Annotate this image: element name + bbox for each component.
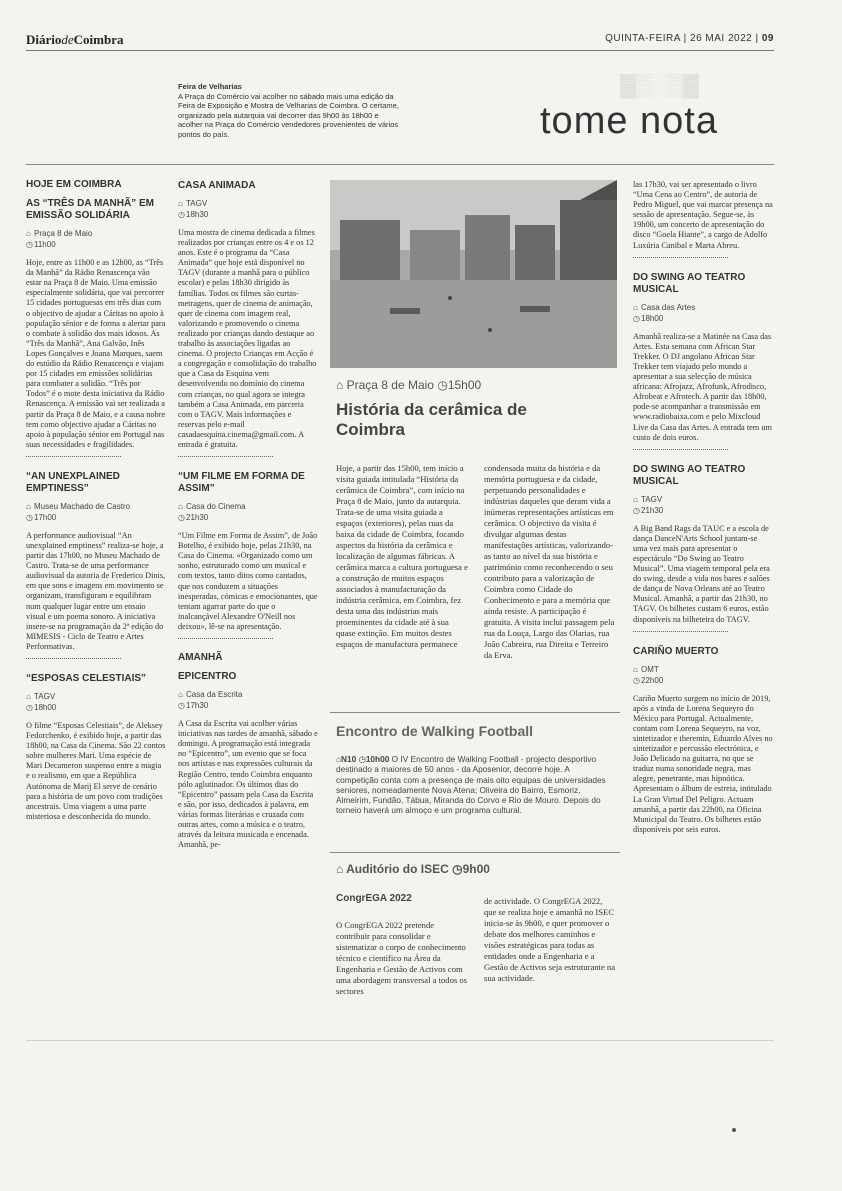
clock-icon: ◷ (452, 862, 463, 876)
isec-title: CongrEGA 2022 (336, 893, 412, 904)
article-meta (633, 664, 773, 675)
separator (178, 636, 273, 639)
column-2 (178, 180, 318, 850)
masthead-word-2: de (61, 32, 74, 47)
article-body: A performance audiovisual “An unexplained emptiness” realiza-se hoje, a partir das 17h00, no Museu Machado de Castro. Trata-se de uma performance audiovisual da autoria de Frederico Dinis, em que sons e imagens em movimento se organizam, transfiguram e equilibram num qualquer lugar entre um ensaio visual e um poema sonoro. A iniciativa insere-se na programação da 2ª edição do MIMESIS - Ciclo de Teatro e Artes Performativas. (26, 530, 166, 651)
article-meta (633, 313, 773, 324)
clock-icon: ◷ (178, 701, 185, 711)
separator (26, 656, 121, 659)
article-body: O filme “Esposas Celestiais”, de Aleksey Fedorchenko, é exibido hoje, a partir das 18h00, na Casa da Cinema. São 22 contos sobre mulheres Mari. Uma espécie de Mari Decameron suspenso entre a magia e o realismo, em que a República Autónoma de Marij El serve de cenário para a história de um povo com tradições ancestrais. Uma viagem a uma parte misteriosa e desconhecida do mundo. (26, 721, 166, 821)
town-square-photo (330, 180, 617, 368)
article-meta (26, 239, 166, 250)
time: 17h30 (186, 701, 209, 711)
article-meta (26, 512, 166, 523)
clock-icon: ◷ (633, 675, 640, 685)
time: 21h30 (186, 513, 209, 523)
clock-icon: ◷ (178, 210, 185, 219)
masthead (26, 32, 124, 48)
clock-icon: ◷ (178, 513, 185, 523)
time: 18h00 (641, 313, 664, 323)
venue: N10 (341, 754, 357, 764)
article-title: “UM FILME EM FORMA DE ASSIM” (178, 471, 305, 495)
time: 9h00 (462, 862, 490, 876)
time: 10h00 (365, 754, 390, 764)
house-icon: ⌂ (633, 302, 638, 312)
scan-speck (732, 1128, 736, 1132)
page-number: 09 (761, 33, 774, 44)
column-1 (26, 180, 166, 822)
masthead-word-3: Coimbra (73, 32, 124, 47)
article-title: DO SWING AO TEATRO MUSICAL (633, 463, 746, 487)
feature-body-right: condensada muita da história e da memória portuguesa e da cidade, perpetuando personalidades e indústrias daqueles que deram vida a inúmeras representações artísticas em cerâmica. O objectivo da visita é divulgar algumas destas manifestações artísticas, valorizando-as tanto ao nível da sua história e património como reconhecendo o seu contributo para a valorização de Coimbra como Cidade do Conhecimento e para a memória que ainda resiste. A participação é gratuita. A visita inclui passagem pela rua da Louça, Largo das Olarias, rua João Cabreira, rua Direita e Terreiro da Erva. (484, 463, 615, 660)
article-meta (178, 209, 318, 220)
house-icon: ⌂ (26, 501, 31, 511)
article-title: CARIÑO MUERTO (633, 645, 719, 657)
article-title: DO SWING AO TEATRO MUSICAL (633, 271, 746, 295)
section-heading: HOJE EM COIMBRA (26, 179, 122, 190)
article-meta (26, 228, 166, 239)
article-body: A Casa da Escrita vai acolher várias iniciativas nas tardes de amanhã, sábado e domingo. A programação está integrada no “Epicentro”, um evento que se foca nos artistas e nas expressões culturais da Região Centro, tendo Coimbra enquanto pólo aglutinador. Os últimos dias do “Epicentro” passam pela Casa da Escrita e são, por isso, dedicados à palavra, em várias formas literárias e cruzada com outras artes, como a música e o teatro, através da leitura musicada e encenada. Amanhã, pe- (178, 719, 318, 850)
clock-icon: ◷ (26, 512, 33, 522)
venue: Praça 8 de Maio (346, 378, 434, 392)
clock-icon: ◷ (26, 240, 33, 250)
venue: OMT (641, 664, 659, 674)
walking-text: O IV Encontro de Walking Football - projecto desportivo destinado a maiores de 50 anos - da Aposenior, decorre hoje. A competição conta com a presença de mais oito equipas de universidades seniores, nomeadamente Nova Atena; Oliveira do Bairro, Esmoriz, Almeirim, Fundão, Tábua, Miranda do Corvo e Rio de Mouro. Depois do torneio haverá um almoço e um programa cultural. (336, 754, 606, 816)
isec-meta (336, 862, 490, 876)
house-icon: ⌂ (178, 502, 183, 512)
divider (330, 712, 620, 713)
time: 15h00 (447, 378, 482, 392)
masthead-word-1: Diário (26, 32, 62, 47)
venue: Casa das Artes (641, 302, 696, 312)
house-icon: ⌂ (26, 692, 31, 701)
article-body: Amanhã realiza-se a Matinée na Casa das Artes. Esta semana com African Star Trekker. O DJ angolano African Star Trekker tem viajado pelo mundo a apresentar a sua selecção de música africana: Afrojazz, Afrofunk, Afrodisco, Afrobeat e Afrotech. A partir das 18h00, pode-se acompanhar a transmissão em www.radiobaixa.com e pelo Mixcloud Live da Casa das Artes. A entrada tem um custo de dois euros. (633, 331, 772, 442)
clock-icon: ◷ (26, 703, 33, 712)
walking-title: Encontro de Walking Football (336, 723, 534, 739)
article-meta (633, 675, 773, 686)
house-icon: ⌂ (633, 664, 638, 674)
venue: TAGV (641, 494, 663, 504)
feature-title: História da cerâmica de Coimbra (336, 400, 527, 439)
divider (330, 852, 620, 853)
house-icon: ⌂ (633, 494, 638, 504)
walking-body (336, 754, 614, 816)
section-title: tome nota (540, 100, 718, 142)
article-title: EPICENTRO (178, 671, 237, 683)
article-title: “AN UNEXPLAINED EMPTINESS” (26, 470, 120, 494)
venue: Praça 8 de Maio (34, 229, 93, 239)
article-meta (26, 501, 166, 512)
article-continuation: las 17h30, vai ser apresentado o livro “Uma Cena ao Centro”, de autoria de Pedro Miguel, que vai marcar presença na sessão de apresentação. Segue-se, às 19h00, um concerto de apresentação do disco “Goela Hiante”, a cargo de Adolfo Luxúria Canibal e Marta Abreu. (633, 180, 773, 250)
venue: Casa da Escrita (186, 690, 243, 700)
article-meta (178, 512, 318, 523)
article-meta (178, 198, 318, 209)
isec-body-left: O CongrEGA 2022 pretende contribuir para consolidar e sistematizar o corpo de conhecimento técnico e científico na Área da Engenharia e Gestão de Activos com uma abordagem transversal a todos os sectores (336, 920, 468, 996)
article-meta (633, 302, 773, 313)
separator (633, 447, 728, 450)
date-text: QUINTA-FEIRA | 26 MAI 2022 | (605, 33, 759, 44)
article-title: AS “TRÊS DA MANHÃ” EM EMISSÃO SOLIDÁRIA (26, 198, 154, 222)
article-title: “ESPOSAS CELESTIAIS” (26, 673, 147, 684)
clock-icon: ◷ (633, 313, 640, 323)
time: 21h30 (641, 505, 664, 515)
separator (178, 454, 273, 457)
column-4 (633, 180, 773, 835)
feira-box (178, 82, 403, 139)
ghost-print: ▓▒░▒▓ (620, 72, 699, 97)
house-icon: ⌂ (336, 862, 344, 876)
feature-photo (330, 180, 617, 368)
dateline (605, 33, 774, 44)
time: 18h30 (186, 210, 209, 219)
article-body: Hoje, entre as 11h00 e as 12h00, as “Três da Manhã” da Rádio Renascença vão estar na Praça 8 de Maio. Uma emissão especialmente solidária, que vai percorrer 15 cidades portuguesas em três dias com o objectivo de ajudar a Cáritas no apoio à população sénior e de forma a alertar para o combate à solidão dos mais idosos. As “Três da Manhã”, Ana Galvão, Inês Lopes Gonçalves e Joana Marques, saem do estúdio da Rádio Renascença e viajam por 15 cidades em emissões solidárias para combater a solidão. “Três por Todos” é o mote desta iniciativa da Rádio Renascença. A emissão vai ser realizada a partir da Praça 8 de Maio, e a causa nobre tem como objectivo ajudar a Cáritas no apoio à população sénior em Portugal nas suas necessidades e fragilidades. (26, 258, 166, 449)
house-icon: ⌂ (26, 229, 31, 239)
article-meta (633, 505, 773, 516)
feature-body-left: Hoje, a partir das 15h00, tem início a visita guiada intitulada “História da cerâmica de Coimbra”, com início na Praça 8 de Maio, junto da autarquia. Trata-se de uma visita guiada a espaços (exteriores), pelas ruas da baixa da cidade de Coimbra, focando aspectos da história da cerâmica e localização de algumas fábricas. A cerâmica marca a cultura portuguesa e a construção de muitos espaços associados à manufacturação da indústria cerâmica, em Coimbra, fez desta uma das indústrias mais proeminentes da cidade até à sua quase extinção. Em muitos destes espaços de manufactura permanece (336, 463, 468, 649)
article-body: “Um Filme em Forma de Assim”, de João Botelho, é exibido hoje, pelas 21h30, na Casa do Cinema. «Organizado como um sonho, estruturado como um musical e com textos, tanto ditos como cantados, que nos conduzem a situações inesperadas, cómicas e emocionantes, que tentam agarrar parte do que o inalcançável Alexandre O'Neill nos deixou», lê-se na apresentação. (178, 531, 318, 631)
article-title: CASA ANIMADA (178, 180, 256, 191)
page-bottom-rule (26, 1040, 774, 1041)
article-body: Cariño Muerto surgem no início de 2019, após a vinda de Lorena Sequeyro do México para Portugal. Actualmente, contam com Lorena Sequeyro, na voz, sintetizador e theremin, Eduardo Alves no sintetizador e percussão electrónica, e João Delicado na guitarra, no que se traduz numa sonoridade negra, mas alegre, penetrante, mas hipnótica. Apresentam o álbum de estreia, intitulado La Gran Virtud Del Peligro. Actuam amanhã, a partir das 22h00, na Oficina Municipal do Teatro. Os bilhetes estão disponíveis por seis euros. (633, 693, 773, 834)
venue: Auditório do ISEC (346, 862, 449, 876)
venue: TAGV (34, 692, 56, 701)
house-icon: ⌂ (336, 754, 342, 764)
article-meta (633, 494, 773, 505)
venue: Museu Machado de Castro (34, 501, 131, 511)
venue: TAGV (186, 199, 208, 208)
isec-body-right: de actividade. O CongrEGA 2022, que se realiza hoje e amanhã no ISEC inicia-se às 9h00, e quer promover o debate dos melhores caminhos e visões estratégicas para todas as entidades onde a Engenharia e a Gestão de Activos seja estruturante na sua actividade. (484, 896, 616, 983)
section-heading: AMANHÃ (178, 652, 223, 663)
time: 11h00 (34, 240, 56, 250)
separator (633, 255, 728, 258)
article-body: A Big Band Rags da TAUC e a escola de dança DanceN'Arts School juntam-se uma vez mais para apresentar o espectáculo “Do Swing ao Teatro Musical”. Uma viagem temporal pela era do swing, desde a vida nos bares e salões de dança de Nova Orleans até ao Teatro Musical. Amanhã, a partir das 21h30, no TAGV. Os bilhetes custam 6 euros, estão disponíveis na bilheteira do TAGV. (633, 523, 770, 624)
clock-icon: ◷ (437, 378, 448, 392)
article-body: Uma mostra de cinema dedicada a filmes realizados por crianças entre os 4 e os 12 anos. Este é o programa da “Casa Animada” que hoje está disponível no TAGV (durante a manhã para o público escolar) e pelas 18h30 dirigido às famílias. Todos os filmes são curtas-metragens, quer de cinema de animação, quer de cinema com imagem real, valorizando e promovendo o cinema realizado por crianças dando destaque ao trabalho às associações ligadas ao cinema. O projecto Crianças em Acção é a congregação e consolidação do trabalho que a Casa da Esquina vem desenvolvendo no domínio do cinema com crianças, no qual agora se integra também a Casa Animada, em parceria com o TAGV. Mais informações e reservas pelo e-mail casadaesquina.cinema@gmail.com. A entrada é gratuita. (178, 228, 317, 449)
article-meta (178, 689, 318, 700)
page-header (26, 32, 774, 51)
clock-icon: ◷ (358, 754, 366, 764)
article-meta (178, 700, 318, 711)
separator (633, 629, 728, 632)
time: 17h00 (34, 512, 57, 522)
top-divider (26, 164, 774, 165)
article-meta (178, 501, 318, 512)
time: 18h00 (34, 703, 57, 712)
house-icon: ⌂ (336, 378, 344, 392)
clock-icon: ◷ (633, 505, 640, 515)
house-icon: ⌂ (178, 199, 183, 208)
feira-text: A Praça do Comércio vai acolher no sábado mais uma edição da Feira de Exposição e Mostra de Velharias de Coimbra. O certame, organizado pela autarquia vai decorrer das 9h00 às 18h00 e acolher na Praça do Comércio vendedores provenientes de vários pontos do país. (178, 91, 399, 139)
house-icon: ⌂ (178, 690, 183, 700)
time: 22h00 (641, 675, 664, 685)
feira-title: Feira de Velharias (178, 82, 242, 91)
separator (26, 454, 121, 457)
article-meta (26, 702, 166, 713)
venue: Casa do Cinema (186, 502, 246, 512)
article-meta (26, 691, 166, 702)
feature-meta (336, 378, 481, 392)
